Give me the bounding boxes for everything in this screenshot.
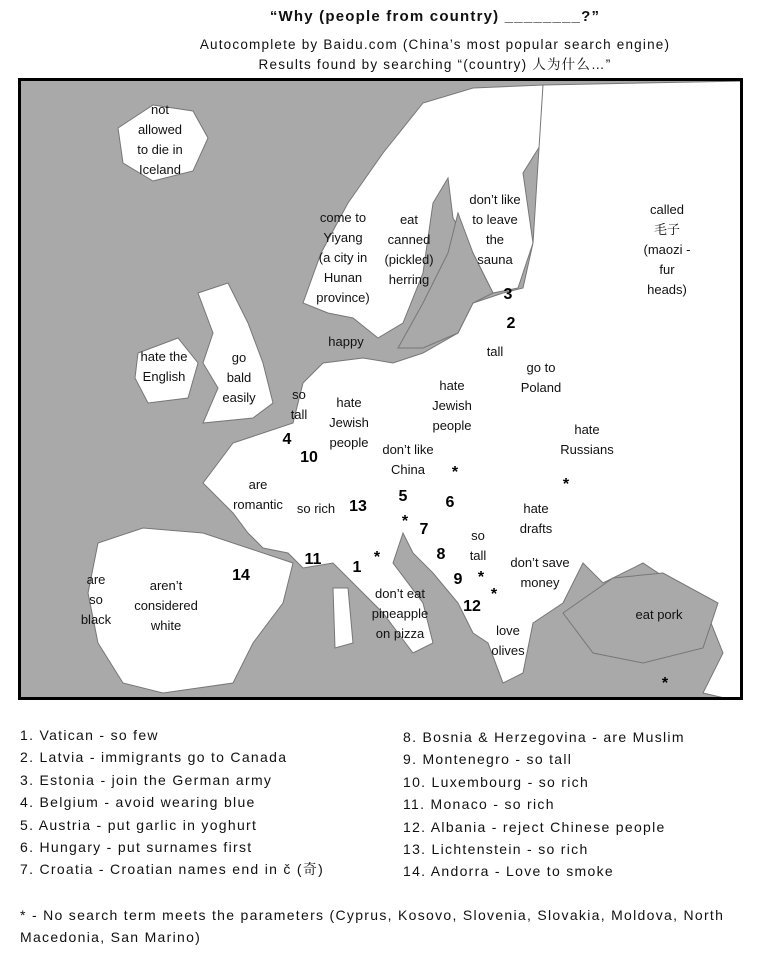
legend-item: 3. Estonia - join the German army bbox=[20, 771, 273, 788]
country-number-marker: 11 bbox=[304, 551, 322, 568]
no-result-marker: * bbox=[661, 675, 669, 692]
country-number-marker: 6 bbox=[445, 494, 455, 511]
legend-item: 6. Hungary - put surnames first bbox=[20, 839, 253, 856]
country-number-marker: 5 bbox=[398, 488, 408, 505]
map-label: called 毛子 (maozi - fur heads) bbox=[643, 202, 691, 297]
country-number-marker: 13 bbox=[349, 498, 367, 515]
map-label: hate Russians bbox=[560, 422, 614, 457]
map-label: go bald easily bbox=[222, 350, 256, 405]
legend-right bbox=[403, 726, 773, 883]
map-label: don’t like to leave the sauna bbox=[469, 192, 521, 267]
map-label: so tall bbox=[290, 387, 308, 422]
ireland-shape bbox=[135, 338, 198, 403]
map-label: happy bbox=[328, 334, 364, 349]
no-result-marker: * bbox=[562, 476, 570, 493]
legend-item: 4. Belgium - avoid wearing blue bbox=[20, 794, 256, 811]
country-number-marker: 14 bbox=[232, 567, 250, 584]
country-number-marker: 12 bbox=[463, 598, 481, 615]
map-label: hate Jewish people bbox=[432, 378, 472, 433]
footnote: * - No search term meets the parameters (Cyprus, Kosovo, Slovenia, Slovakia, Moldova, North Macedonia, San Marino) bbox=[20, 907, 725, 945]
country-number-marker: 8 bbox=[436, 546, 446, 563]
map-subtitle: Autocomplete by Baidu.com (China’s most popular search engine) bbox=[199, 37, 671, 52]
legend-item: 14. Andorra - Love to smoke bbox=[403, 863, 614, 880]
legend-item: 2. Latvia - immigrants go to Canada bbox=[20, 749, 288, 766]
country-number-marker: 3 bbox=[503, 286, 513, 303]
map-label: eat pork bbox=[635, 607, 683, 622]
legend-item: 11. Monaco - so rich bbox=[403, 796, 555, 813]
map-label: hate drafts bbox=[519, 501, 553, 536]
country-number-marker: 1 bbox=[352, 559, 362, 576]
map-label: come to Yiyang (a city in Hunan province) bbox=[316, 210, 370, 305]
country-number-marker: 10 bbox=[300, 449, 318, 466]
no-result-marker: * bbox=[477, 569, 485, 586]
iberia-shape bbox=[88, 528, 293, 693]
europe-map bbox=[18, 78, 743, 700]
map-label: go to Poland bbox=[520, 360, 562, 395]
land-shapes bbox=[21, 81, 743, 700]
map-subtitle-search: Results found by searching “(country) 人为什么…” bbox=[258, 57, 612, 72]
legend-item: 10. Luxembourg - so rich bbox=[403, 773, 590, 790]
legend-item: 12. Albania - reject Chinese people bbox=[403, 818, 666, 835]
map-label: don’t save money bbox=[510, 555, 570, 590]
map-label: don’t eat pineapple on pizza bbox=[371, 586, 429, 641]
legend-left bbox=[20, 724, 395, 881]
no-result-marker: * bbox=[490, 586, 498, 603]
legend-item: 1. Vatican - so few bbox=[20, 727, 159, 743]
legend-item: 8. Bosnia & Herzegovina - are Muslim bbox=[403, 729, 685, 745]
legend-item: 13. Lichtenstein - so rich bbox=[403, 841, 589, 858]
country-number-marker: 4 bbox=[282, 431, 292, 448]
map-label: are so black bbox=[80, 572, 112, 627]
map-label: don’t like China bbox=[382, 442, 434, 477]
iceland-shape bbox=[118, 105, 208, 181]
map-label: love olives bbox=[491, 623, 525, 658]
map-label: aren’t considered white bbox=[134, 578, 198, 633]
no-result-marker: * bbox=[451, 464, 459, 481]
map-label: so tall bbox=[469, 528, 487, 563]
map-label: hate Jewish people bbox=[329, 395, 369, 450]
legend-item: 5. Austria - put garlic in yoghurt bbox=[20, 816, 258, 833]
map-label: tall bbox=[486, 344, 504, 359]
map-label: not allowed to die in Iceland bbox=[137, 102, 183, 177]
legend-item: 9. Montenegro - so tall bbox=[403, 751, 573, 768]
legend-item: 7. Croatia - Croatian names end in č (奇) bbox=[20, 861, 325, 878]
country-number-marker: 2 bbox=[506, 315, 516, 332]
no-result-marker: * bbox=[373, 549, 381, 566]
map-label: eat canned (pickled) herring bbox=[384, 212, 434, 287]
map-label: so rich bbox=[296, 501, 336, 516]
map-label: hate the English bbox=[140, 349, 188, 384]
no-result-marker: * bbox=[401, 513, 409, 530]
map-label: are romantic bbox=[233, 477, 283, 512]
corsica-sardinia-shape bbox=[333, 588, 353, 648]
country-number-marker: 7 bbox=[419, 521, 429, 538]
map-title: “Why (people from country) ________?” bbox=[269, 8, 601, 25]
country-number-marker: 9 bbox=[453, 571, 463, 588]
great-britain-shape bbox=[198, 283, 273, 423]
